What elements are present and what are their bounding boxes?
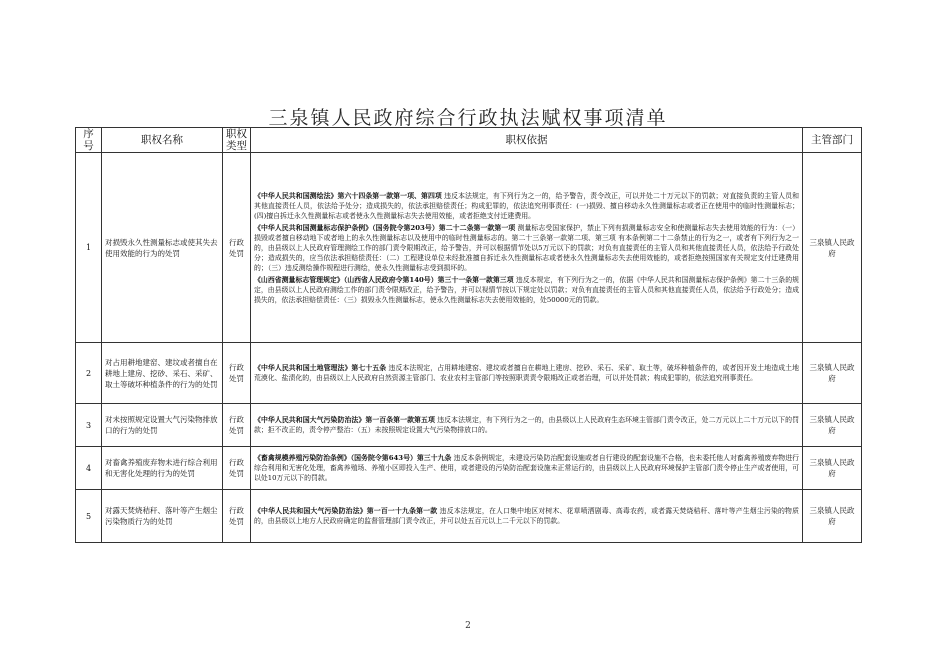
row-type: 行政处罚 bbox=[223, 490, 251, 543]
header-type: 职权类型 bbox=[223, 128, 251, 153]
table-row bbox=[76, 343, 862, 404]
page-title: 三泉镇人民政府综合行政执法赋权事项清单 bbox=[268, 107, 668, 129]
law-citation: 《中华人民共和国测量标志保护条例》（国务院令第203号）第二十二条第一款第一项 bbox=[254, 223, 516, 232]
table-row bbox=[76, 447, 862, 490]
row-seq: 5 bbox=[76, 490, 102, 543]
row-basis bbox=[251, 343, 803, 404]
row-basis bbox=[251, 447, 803, 490]
header-dept: 主管部门 bbox=[803, 128, 862, 153]
row-type: 行政处罚 bbox=[223, 153, 251, 343]
basis-paragraph bbox=[254, 453, 799, 483]
law-citation: 《中华人民共和国测绘法》第六十四条第一款第一项、第四项 bbox=[254, 191, 442, 200]
row-type: 行政处罚 bbox=[223, 447, 251, 490]
law-text: 违反本法规定，有下列行为之一的，给予警告，责令改正，可以并处二十万元以下的罚款；对直接负责的主管人员和其他直接责任人员，依法给予处分；造成损失的，依法承担赔偿责任；构成犯罪的，依法追究刑事责任：(一)损毁、擅自移动永久性测量标志或者正在使用中的临时性测量标志；(四)擅自拆迁永久性测量标志或者使永久性测量标志失去使用效能，或者拒绝支付迁建费用。 bbox=[254, 191, 799, 220]
header-name: 职权名称 bbox=[102, 128, 223, 153]
basis-paragraph bbox=[254, 275, 799, 305]
basis-paragraph bbox=[254, 415, 799, 435]
basis-paragraph bbox=[254, 223, 799, 273]
table-row bbox=[76, 404, 862, 447]
law-text: 测量标志受国家保护，禁止下列有损测量标志安全和使测量标志失去使用效能的行为：（一）损毁或者擅自移动地下或者地上的永久性测量标志以及使用中的临时性测量标志的。第二十三条第一款第二项、第三项 有本条例第二十二条禁止的行为之一，或者有下列行为之一的，由县级以上人民政府管理测绘工作的部门责令限期改正，给予警告，并可以根据情节处以5万元以下的罚款；对负有直接责任的主管人员和其他直接责任人员，依法给予行政处分；造成损失的，应当依法承担赔偿责任：（二）工程建设单位未经批准擅自拆迁永久性测量标志或者使永久性测量标志失去使用效能的，或者拒绝按照国家有关规定支付迁建费用的；（三）违反测绘操作规程进行测绘，使永久性测量标志受到损坏的。 bbox=[254, 223, 800, 272]
row-name: 对未按照规定设置大气污染物排放口的行为的处罚 bbox=[102, 404, 223, 447]
row-type: 行政处罚 bbox=[223, 343, 251, 404]
row-seq: 2 bbox=[76, 343, 102, 404]
basis-paragraph bbox=[254, 363, 799, 383]
law-citation: 《中华人民共和国大气污染防治法》第一百一十九条第一款 bbox=[254, 507, 438, 515]
row-name: 对露天焚烧秸秆、落叶等产生烟尘污染物质行为的处罚 bbox=[102, 490, 223, 543]
row-seq: 3 bbox=[76, 404, 102, 447]
basis-paragraph bbox=[254, 506, 799, 526]
row-dept: 三泉镇人民政府 bbox=[803, 447, 862, 490]
law-citation: 《畜禽规模养殖污染防治条例》（国务院令第643号）第三十九条 bbox=[254, 454, 452, 462]
law-text: 违反本法规定，在人口集中地区对树木、花草喷洒剧毒、高毒农药，或者露天焚烧秸秆、落叶等产生烟尘污染的物质的，由县级以上地方人民政府确定的监督管理部门责令改正，并可以处五百元以上二千元以下的罚款。 bbox=[254, 507, 799, 525]
law-text: 违反本规定，有下列行为之一的，依据《中华人民共和国测量标志保护条例》第二十三条的规定，由县级以上人民政府测绘工作的部门责令限期改正，给予警告，并可以视情节按以下规定处以罚款；对负有直接责任的主管人员和其他直接责任人员，依法给予行政处分；造成损失的，依法承担赔偿责任：（三）损毁永久性测量标志，使永久性测量标志失去使用效能的，处50000元的罚款。 bbox=[254, 275, 799, 304]
row-name: 对畜禽养殖废弃物未进行综合利用和无害化处理的行为的处罚 bbox=[102, 447, 223, 490]
row-dept: 三泉镇人民政府 bbox=[803, 343, 862, 404]
page-number: 2 bbox=[465, 621, 471, 631]
header-seq: 序号 bbox=[76, 128, 102, 153]
table-row bbox=[76, 153, 862, 343]
row-dept: 三泉镇人民政府 bbox=[803, 490, 862, 543]
row-basis bbox=[251, 490, 803, 543]
table-row bbox=[76, 490, 862, 543]
law-text: 违反本法规定，占用耕地建窑、建坟或者擅自在耕地上建房、挖砂、采石、采矿、取土等，破坏种植条件的，或者因开发土地造成土地荒漠化、盐渍化的，由县级以上人民政府自然资源主管部门、农业农村主管部门等按照职责责令限期改正或者治理，可以并处罚款；构成犯罪的，依法追究刑事责任。 bbox=[254, 364, 799, 382]
law-citation: 《中华人民共和国土地管理法》第七十五条 bbox=[254, 364, 387, 372]
row-seq: 4 bbox=[76, 447, 102, 490]
table-header-row bbox=[76, 128, 862, 153]
authority-table bbox=[75, 127, 862, 543]
law-citation: 《中华人民共和国大气污染防治法》第一百条第一款第五项 bbox=[254, 416, 435, 424]
row-basis bbox=[251, 153, 803, 343]
row-type: 行政处罚 bbox=[223, 404, 251, 447]
basis-paragraph bbox=[254, 191, 799, 221]
law-citation: 《山西省测量标志管理规定》（山西省人民政府令第140号）第三十一条第一款第三项 bbox=[254, 275, 514, 284]
law-text: 违反本条例规定，未建设污染防治配套设施或者自行建设的配套设施不合格，也未委托他人对畜禽养殖废弃物进行综合利用和无害化处理，畜禽养殖场、养殖小区即投入生产、使用，或者建设的污染防治配套设施未正常运行的，由县级以上人民政府环境保护主管部门责令停止生产或者使用，可以处10万元以下的罚款。 bbox=[254, 454, 800, 482]
row-seq: 1 bbox=[76, 153, 102, 343]
row-dept: 三泉镇人民政府 bbox=[803, 153, 862, 343]
header-basis: 职权依据 bbox=[251, 128, 803, 153]
row-basis bbox=[251, 404, 803, 447]
row-dept: 三泉镇人民政府 bbox=[803, 404, 862, 447]
row-name: 对占用耕地建窑、建坟或者擅自在耕地上建房、挖砂、采石、采矿、取土等破坏种植条件的行为的处罚 bbox=[102, 343, 223, 404]
row-name: 对损毁永久性测量标志或使其失去使用效能的行为的处罚 bbox=[102, 153, 223, 343]
law-text: 违反本法规定，有下列行为之一的，由县级以上人民政府生态环境主管部门责令改正，处二万元以上二十万元以下的罚款；拒不改正的，责令停产整治：（五）未按照规定设置大气污染物排放口的。 bbox=[254, 416, 799, 434]
